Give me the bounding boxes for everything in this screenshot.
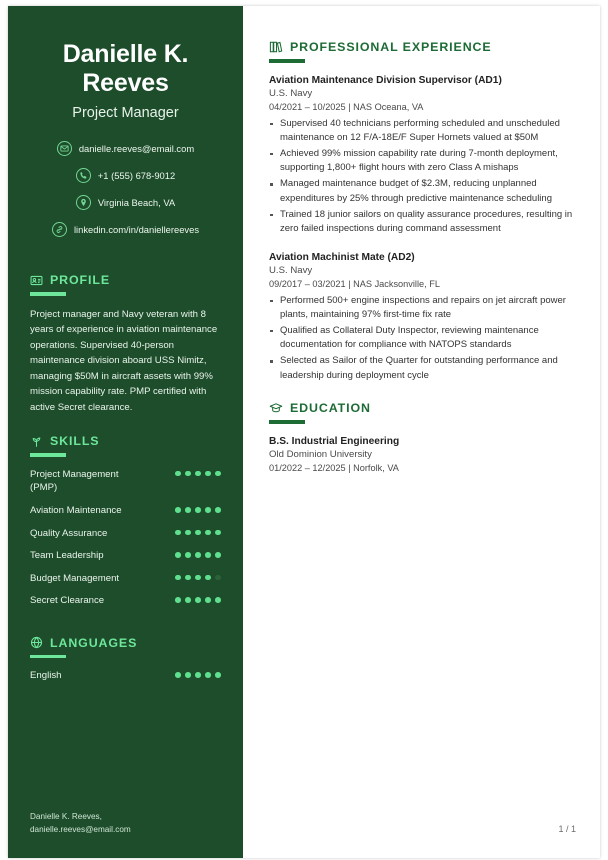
contact-email-text: danielle.reeves@email.com: [78, 142, 195, 154]
rating-dot-filled: [205, 575, 211, 581]
email-icon: [57, 141, 72, 156]
contact-item-email[interactable]: [30, 141, 221, 156]
rating-dot-filled: [185, 552, 191, 558]
skill-name: Aviation Maintenance: [30, 504, 122, 516]
language-name: English: [30, 670, 62, 682]
education-heading-row: [269, 401, 576, 415]
sidebar-footer-line1: Danielle K. Reeves,: [30, 811, 102, 821]
skill-name: Secret Clearance: [30, 595, 105, 607]
entry-org: U.S. Navy: [269, 265, 313, 276]
bullet-item: Achieved 99% mission capability rate during 7-month deployment, supporting 1,800+ flight hours with zero Class A mishaps: [269, 147, 576, 176]
section-skills: [30, 434, 221, 617]
rating-dot-filled: [195, 597, 201, 603]
skills-list: [30, 468, 221, 608]
skill-item: [30, 468, 221, 495]
rating-dot-filled: [195, 507, 201, 513]
section-education: [269, 401, 576, 473]
skill-item: [30, 594, 221, 608]
section-experience: [269, 40, 576, 383]
languages-rule: [30, 655, 66, 659]
bullet-item: Selected as Sailor of the Quarter for outstanding performance and leadership during deployment cycle: [269, 354, 576, 383]
entry-title: B.S. Industrial Engineering: [269, 435, 400, 447]
rating-dot-filled: [195, 471, 201, 477]
rating-dot-filled: [175, 672, 181, 678]
experience-heading-row: [269, 40, 576, 54]
profile-rule: [30, 292, 66, 296]
sprout-icon: [30, 435, 43, 448]
rating-dot-filled: [185, 575, 191, 581]
languages-heading-row: [30, 636, 221, 650]
skills-heading: SKILLS: [50, 434, 100, 449]
rating-dot-filled: [185, 597, 191, 603]
contact-list: [30, 141, 221, 249]
rating-dot-filled: [185, 672, 191, 678]
entry-title: Aviation Maintenance Division Supervisor (AD1): [269, 74, 502, 86]
rating-dot-filled: [205, 552, 211, 558]
skill-name: Project Management (PMP): [30, 468, 119, 494]
entry-meta: 09/2017 – 03/2021 | NAS Jacksonville, FL: [269, 278, 440, 289]
skill-rating: [175, 468, 221, 477]
link-icon: [52, 222, 67, 237]
experience-heading: PROFESSIONAL EXPERIENCE: [290, 40, 492, 54]
bullet-item: Qualified as Collateral Duty Inspector, reviewing maintenance documentation for compliance with NATOPS standards: [269, 324, 576, 353]
location-pin-icon: [76, 195, 91, 210]
language-item: [30, 669, 221, 683]
rating-dot-filled: [175, 530, 181, 536]
experience-entry: [269, 252, 576, 384]
education-entry: [269, 436, 576, 473]
contact-item-linkedin[interactable]: [30, 222, 221, 237]
rating-dot-filled: [195, 672, 201, 678]
graduation-cap-icon: [269, 401, 283, 415]
bullet-item: Supervised 40 technicians performing scheduled and unscheduled maintenance on 12 F/A-18E/F Super Hornets valued at $50M: [269, 117, 576, 146]
rating-dot-filled: [215, 672, 221, 678]
globe-icon: [30, 636, 43, 649]
bullet-item: Trained 18 junior sailors on quality assurance procedures, resulting in zero failed inspections during command assessment: [269, 208, 576, 237]
profile-text: Project manager and Navy veteran with 8 years of experience in aviation maintenance operations. Supervised 40-person maintenance division aboard USS Nimitz, managing $50M in aircraft assets with 99% mission capability rate. PMP certified with active Secret clearance.: [30, 308, 218, 413]
skill-name: Team Leadership: [30, 550, 104, 562]
contact-item-phone[interactable]: [30, 168, 221, 183]
profile-heading: PROFILE: [50, 273, 110, 287]
language-rating: [175, 669, 221, 678]
contact-item-location[interactable]: [30, 195, 221, 210]
experience-entry: [269, 75, 576, 237]
languages-heading: LANGUAGES: [50, 635, 138, 650]
skills-heading-row: [30, 434, 221, 448]
section-languages: [30, 636, 221, 692]
skill-item: [30, 549, 221, 563]
rating-dot-filled: [175, 575, 181, 581]
skill-item: [30, 572, 221, 586]
skill-item: [30, 527, 221, 541]
candidate-name: Danielle K. Reeves: [62, 40, 189, 97]
rating-dot-filled: [175, 507, 181, 513]
contact-phone-text: +1 (555) 678-9012: [97, 169, 176, 181]
skill-name: Budget Management: [30, 572, 120, 584]
rating-dot-filled: [195, 575, 201, 581]
rating-dot-filled: [215, 530, 221, 536]
education-heading: EDUCATION: [290, 401, 371, 416]
skill-item: [30, 504, 221, 518]
skill-rating: [175, 504, 221, 513]
profile-heading-row: [30, 273, 221, 287]
main-content: [243, 6, 600, 858]
books-icon: [269, 40, 283, 54]
rating-dot-filled: [205, 471, 211, 477]
entry-title: Aviation Machinist Mate (AD2): [269, 251, 415, 263]
rating-dot-filled: [195, 530, 201, 536]
sidebar: [8, 6, 243, 858]
rating-dot-filled: [185, 471, 191, 477]
rating-dot-filled: [205, 597, 211, 603]
rating-dot-filled: [215, 507, 221, 513]
skill-rating: [175, 572, 221, 581]
skill-name: Quality Assurance: [30, 527, 108, 539]
rating-dot-filled: [215, 597, 221, 603]
sidebar-footer: [30, 810, 221, 858]
resume-sheet: [8, 6, 600, 858]
entry-meta: 04/2021 – 10/2025 | NAS Oceana, VA: [269, 101, 424, 112]
entry-org: Old Dominion University: [269, 449, 372, 461]
skill-rating: [175, 549, 221, 558]
skill-rating: [175, 527, 221, 536]
rating-dot-filled: [185, 530, 191, 536]
contact-location-text: Virginia Beach, VA: [97, 196, 176, 208]
rating-dot-filled: [205, 530, 211, 536]
rating-dot-filled: [205, 672, 211, 678]
rating-dot-filled: [175, 552, 181, 558]
rating-dot-filled: [205, 507, 211, 513]
entry-meta: 01/2022 – 12/2025 | Norfolk, VA: [269, 462, 399, 473]
skill-rating: [175, 594, 221, 603]
page-number: 1 / 1: [558, 824, 576, 834]
rating-dot-filled: [215, 552, 221, 558]
id-card-icon: [30, 274, 43, 287]
languages-list: [30, 669, 221, 683]
candidate-job-title: Project Manager: [72, 105, 179, 121]
entry-bullets: [269, 294, 576, 384]
phone-icon: [76, 168, 91, 183]
rating-dot-filled: [175, 471, 181, 477]
sidebar-footer-line2: danielle.reeves@email.com: [30, 824, 131, 834]
education-rule: [269, 420, 305, 424]
experience-rule: [269, 59, 305, 63]
rating-dot-empty: [215, 575, 221, 581]
bullet-item: Managed maintenance budget of $2.3M, reducing unplanned expenditures by 25% through predictive maintenance scheduling: [269, 177, 576, 206]
rating-dot-filled: [215, 471, 221, 477]
rating-dot-filled: [195, 552, 201, 558]
section-profile: [30, 273, 221, 415]
rating-dot-filled: [185, 507, 191, 513]
entry-bullets: [269, 117, 576, 237]
rating-dot-filled: [175, 597, 181, 603]
entry-org: U.S. Navy: [269, 88, 313, 99]
contact-linkedin-text: linkedin.com/in/daniellereeves: [73, 223, 200, 235]
skills-rule: [30, 453, 66, 457]
bullet-item: Performed 500+ engine inspections and repairs on jet aircraft power plants, maintaining 97% first-time fix rate: [269, 294, 576, 323]
